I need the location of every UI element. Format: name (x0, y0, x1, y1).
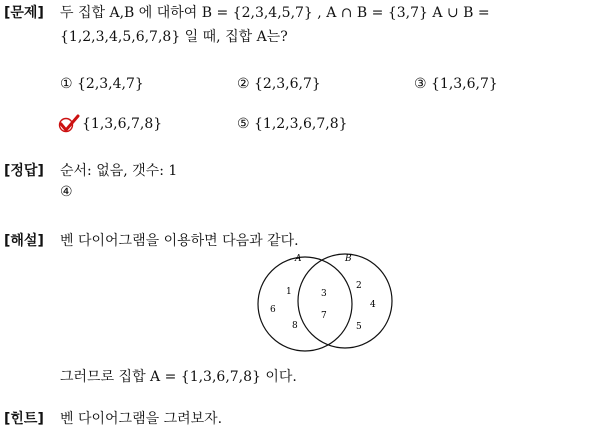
problem-text-line2: {1,2,3,4,5,6,7,8} 일 때, 집합 A는? (60, 29, 288, 45)
venn-both-2: 7 (321, 311, 327, 321)
venn-a-only-3: 8 (292, 321, 298, 331)
hint-label: [힌트] (4, 411, 44, 427)
choice-1: ① {2,3,4,7} (60, 76, 144, 92)
checkmark-icon (58, 114, 80, 134)
hint-text: 벤 다이어그램을 그려보자. (60, 411, 223, 427)
set-a-circle (258, 257, 352, 351)
choice-2: ② {2,3,6,7} (237, 76, 321, 92)
answer-line1: 순서: 없음, 갯수: 1 (60, 163, 178, 179)
answer-line2: ④ (60, 184, 73, 200)
venn-a-only-2: 6 (270, 305, 276, 315)
venn-diagram (250, 252, 400, 352)
venn-both-1: 3 (321, 289, 327, 299)
choice-3: ③ {1,3,6,7} (414, 76, 498, 92)
explanation-line1: 벤 다이어그램을 이용하면 다음과 같다. (60, 233, 299, 249)
problem-text-line1: 두 집합 A,B 에 대하여 B = {2,3,4,5,7} , A ∩ B = {3,7} A ∪ B = (60, 5, 490, 21)
set-b-label: B (345, 254, 352, 264)
choice-4: {1,3,6,7,8} (82, 116, 163, 132)
venn-a-only-1: 1 (286, 287, 292, 297)
set-b-circle (298, 254, 392, 348)
explanation-conclusion: 그러므로 집합 A = {1,3,6,7,8} 이다. (60, 369, 297, 385)
venn-b-only-2: 4 (370, 300, 376, 310)
explanation-label: [해설] (4, 233, 44, 249)
venn-b-only-1: 2 (356, 281, 362, 291)
problem-label: [문제] (4, 5, 44, 21)
set-a-label: A (295, 254, 302, 264)
choice-5: ⑤ {1,2,3,6,7,8} (237, 116, 348, 132)
answer-label: [정답] (4, 163, 44, 179)
venn-b-only-3: 5 (356, 322, 362, 332)
